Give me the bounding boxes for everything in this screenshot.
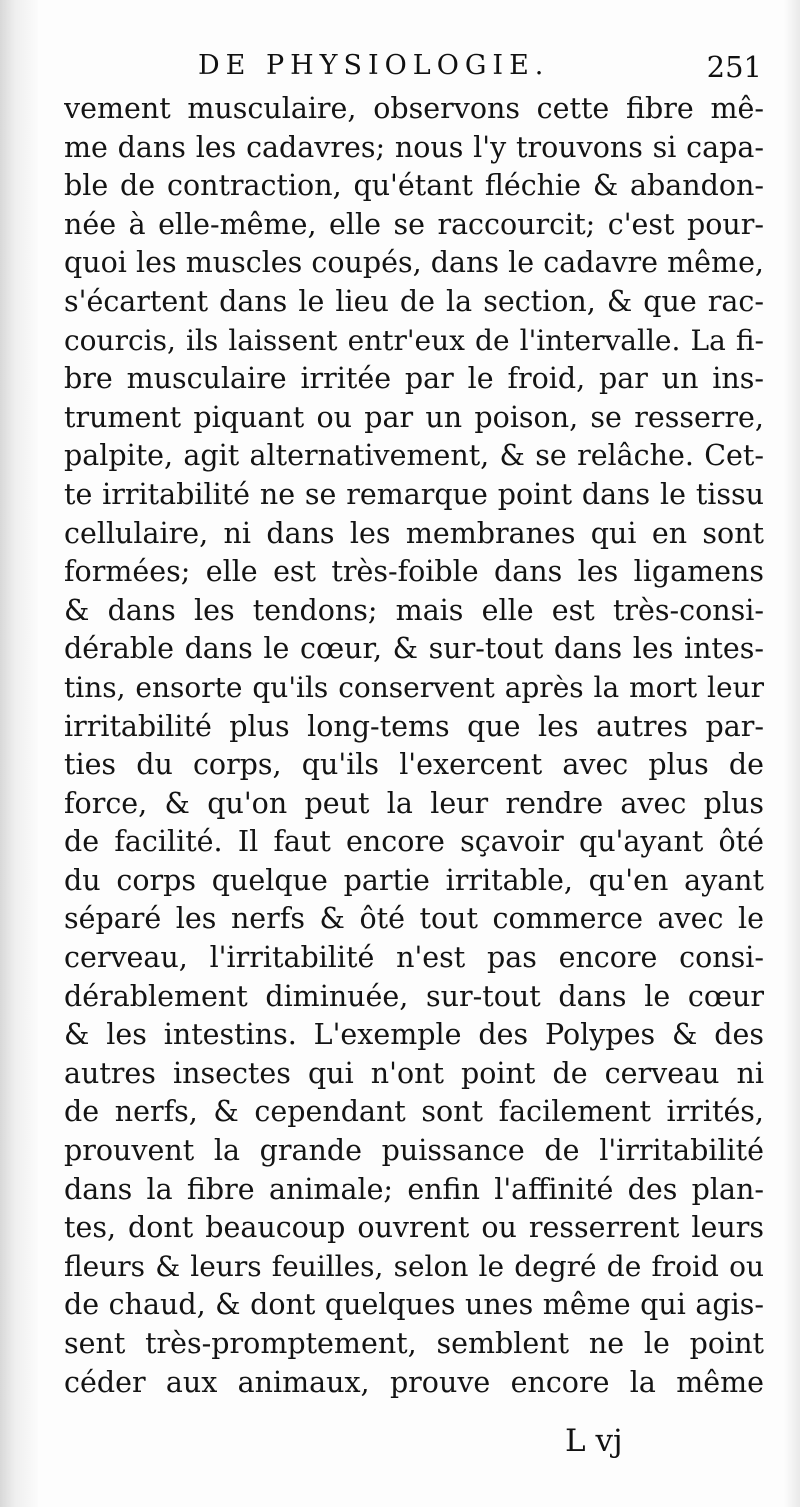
text-line: s'écartent dans le lieu de la section, & que rac-	[64, 284, 764, 318]
text-line: courcis, ils laissent entr'eux de l'intervalle. La fi-	[64, 323, 764, 357]
text-line: irritabilité plus long-tems que les autres par-	[64, 709, 764, 743]
text-line: trument piquant ou par un poison, se resserre,	[64, 400, 764, 434]
text-line: cerveau, l'irritabilité n'est pas encore consi-	[64, 941, 764, 975]
text-line: & dans les tendons; mais elle est très-consi-	[64, 593, 764, 627]
page-gutter-shadow	[0, 0, 38, 1507]
text-line: dans la fibre animale; enfin l'affinité des plan-	[64, 1172, 764, 1206]
text-line: séparé les nerfs & ôté tout commerce avec le	[64, 902, 764, 936]
text-line: de facilité. Il faut encore sçavoir qu'ayant ôté	[64, 825, 764, 859]
text-line: force, & qu'on peut la leur rendre avec plus	[64, 786, 764, 820]
text-line: sent très-promptement, semblent ne le point	[64, 1327, 764, 1360]
text-line: du corps quelque partie irritable, qu'en ayant	[64, 863, 764, 897]
text-line: tins, ensorte qu'ils conservent après la mort leur	[64, 670, 764, 704]
text-line: ties du corps, qu'ils l'exercent avec plus de	[64, 748, 764, 782]
text-line: vement musculaire, observons cette fibre mê-	[64, 92, 764, 125]
text-line: te irritabilité ne se remarque point dans le tissu	[64, 477, 764, 511]
text-line: céder aux animaux, prouve encore la même	[64, 1365, 764, 1399]
text-line: fleurs & leurs feuilles, selon le degré de froid ou	[64, 1249, 764, 1283]
text-line: de nerfs, & cependant sont facilement irrités,	[64, 1095, 764, 1129]
text-line: née à elle-même, elle se raccourcit; c'est pour-	[64, 207, 764, 241]
text-line: de chaud, & dont quelques unes même qui agis-	[64, 1288, 764, 1322]
text-line: me dans les cadavres; nous l'y trouvons si capa-	[64, 130, 764, 164]
text-line: prouvent la grande puissance de l'irritabilité	[64, 1134, 764, 1168]
text-line: bre musculaire irritée par le froid, par un ins-	[64, 362, 764, 396]
text-line: formées; elle est très-foible dans les ligamens	[64, 555, 764, 589]
text-line: ble de contraction, qu'étant fléchie & abandon-	[64, 169, 764, 203]
text-line: tes, dont beaucoup ouvrent ou resserrent leurs	[64, 1211, 764, 1245]
body-text	[64, 90, 764, 1402]
text-line: & les intestins. L'exemple des Polypes & des	[64, 1018, 764, 1052]
text-line: dérablement diminuée, sur-tout dans le cœur	[64, 979, 764, 1013]
signature-mark: L vj	[565, 1423, 623, 1459]
running-title: DE PHYSIOLOGIE.	[198, 50, 550, 81]
page-number: 251	[706, 50, 762, 84]
page-header	[70, 50, 770, 90]
text-line: dérable dans le cœur, & sur-tout dans les intes-	[64, 632, 764, 666]
text-line: palpite, agit alternativement, & se relâche. Cet-	[64, 439, 764, 473]
text-line: autres insectes qui n'ont point de cerveau ni	[64, 1056, 764, 1090]
page-edge-shadow	[784, 0, 800, 1507]
text-line: quoi les muscles coupés, dans le cadavre même,	[64, 246, 764, 280]
text-line: cellulaire, ni dans les membranes qui en sont	[64, 516, 764, 550]
